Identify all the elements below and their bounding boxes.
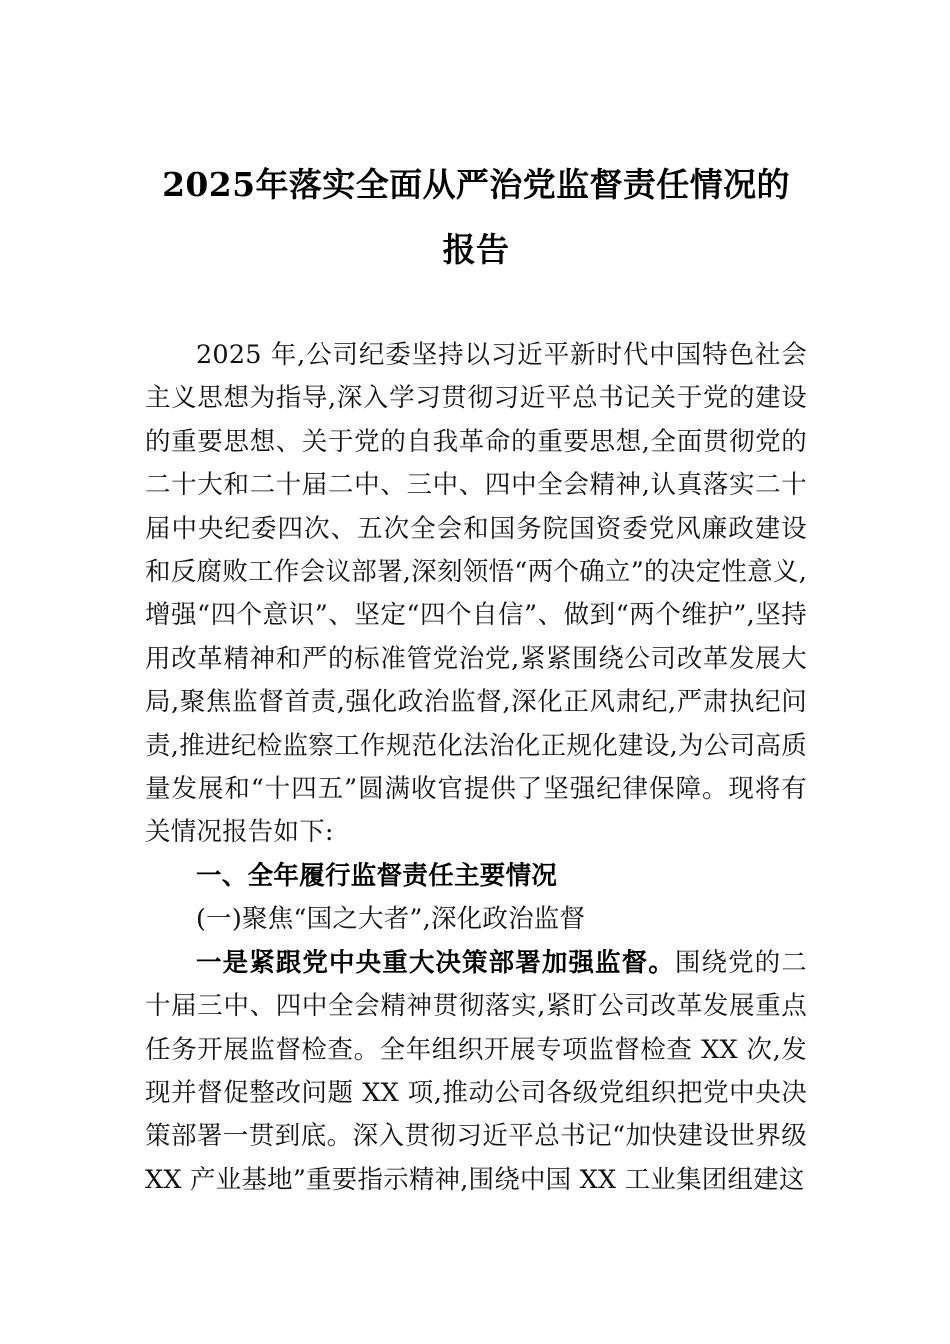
opening-paragraph: 2025 年,公司纪委坚持以习近平新时代中国特色社会主义思想为指导,深入学习贯彻习近平总书记关于党的建设的重要思想、关于党的自我革命的重要思想,全面贯彻党的二十大和二十届二中、三中、四中全会精神,认真落实二十届中央纪委四次、五次全会和国务院国资委党风廉政建设和反腐败工作会议部署,深刻领悟“两个确立”的决定性意义,增强“四个意识”、坚定“四个自信”、做到“两个维护”,坚持用改革精神和严的标准管党治党,紧紧围绕公司改革发展大局,聚焦监督首责,强化政治监督,深化正风肃纪,严肃执纪问责,推进纪检监察工作规范化法治化正规化建设,为公司高质量发展和“十四五”圆满收官提供了坚强纪律保障。现将有关情况报告如下:	[145, 340, 807, 848]
section-heading-1: 一、全年履行监督责任主要情况	[196, 860, 558, 891]
point-one-body: 围绕党的二十届三中、四中全会精神贯彻落实,紧盯公司改革发展重点任务开展监督检查。全年组织开展专项监督检查 XX 次,发现并督促整改问题 XX 项,推动公司各级党组织把党中央决策部署一贯到底。深入贯彻习近平总书记“加快建设世界级 XX 产业基地”重要指示精神,围绕中国 XX 工业集团组建这	[145, 947, 807, 1195]
subsection-heading-1-1: (一)聚焦“国之大者”,深化政治监督	[196, 904, 586, 935]
document-body	[145, 334, 807, 1202]
title-line-1: 2025年落实全面从严治党监督责任情况的	[162, 165, 790, 204]
point-one-lead: 一是紧跟党中央重大决策部署加强监督。	[196, 947, 675, 978]
page-title	[145, 0, 807, 282]
title-line-2: 报告	[442, 230, 510, 269]
page-content-area	[145, 0, 807, 1202]
point-one-paragraph	[145, 942, 807, 1202]
